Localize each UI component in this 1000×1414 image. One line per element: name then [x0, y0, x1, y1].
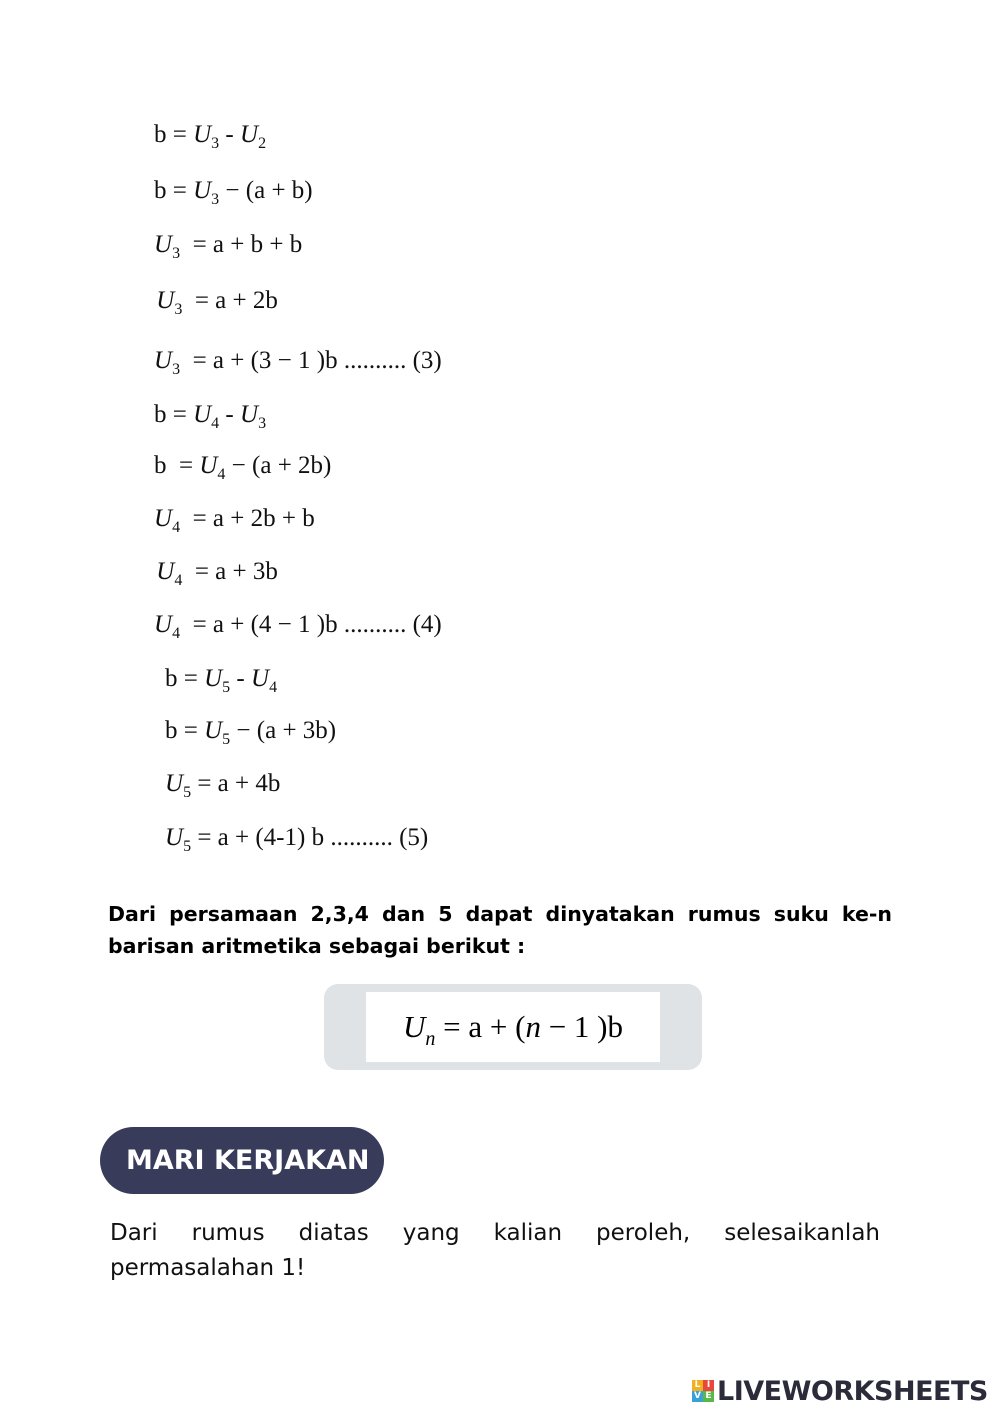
equation: $b = U_5 - U_4$ [165, 665, 278, 696]
equation: $U_4 = a + (4 - 1$ )b .......... (4) [154, 611, 442, 642]
general-term-formula: $U_n = a + (n - 1$ )b [366, 992, 660, 1062]
intro-paragraph: Dari persamaan 2,3,4 dan 5 dapat dinyatakan rumus suku ke-n barisan aritmetika sebagai berikut : [108, 902, 892, 958]
equation: $b = U_3 - U_2$ [154, 121, 267, 152]
section-heading: MARI KERJAKAN [100, 1127, 384, 1194]
formula-box [324, 984, 702, 1070]
logo-icon-cell: E [703, 1391, 714, 1402]
logo-text: LIVEWORKSHEETS [717, 1375, 988, 1407]
equation: $U_5 = a + (4-1)$ b .......... (5) [165, 824, 429, 855]
instruction-paragraph: Dari rumus diatas yang kalian peroleh, selesaikanlah permasalahan 1! [110, 1220, 880, 1281]
equation: $U_3 = a + b + b$ [154, 231, 303, 262]
equation: $U_4 = a + 3b$ [156, 558, 278, 589]
logo-icon-cell: I [703, 1380, 714, 1391]
equation: $b = U_4 - (a + 2b)$ [154, 452, 332, 483]
equation: $b = U_5 - (a + 3b)$ [165, 717, 337, 748]
equation: $U_3 = a + (3 - 1$ )b .......... (3) [154, 347, 442, 378]
logo-icon-cell: L [692, 1380, 703, 1391]
liveworksheets-logo-icon [692, 1380, 714, 1402]
equation: $U_3 = a + 2b$ [156, 287, 278, 318]
logo-icon-cell: V [692, 1391, 703, 1402]
equation: $U_5 = a + 4b$ [165, 770, 281, 801]
equation: $b = U_4 - U_3$ [154, 401, 267, 432]
liveworksheets-logo [692, 1374, 988, 1408]
equation: $b = U_3 - (a + b)$ [154, 177, 313, 208]
equation: $U_4 = a + 2b + b$ [154, 505, 315, 536]
